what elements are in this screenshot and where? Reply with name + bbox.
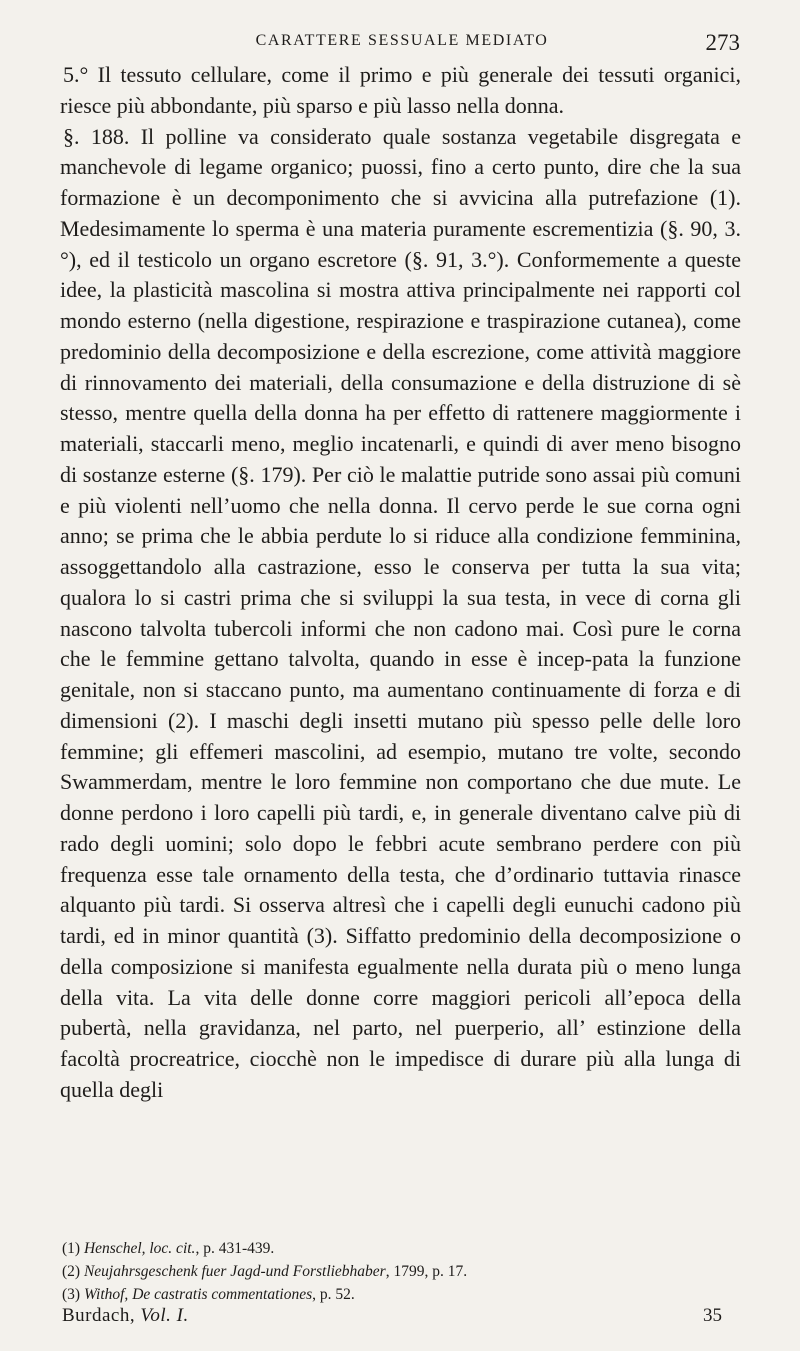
signature-author-volume xyxy=(62,1305,189,1327)
footnote-reference: , p. 52. xyxy=(312,1286,355,1303)
footnote-work: loc. cit. xyxy=(149,1240,196,1257)
paragraph: 5.° Il tessuto cellulare, come il primo e più generale dei tessuti organici, riesce più abbondante, più sparso e più lasso nella donna. xyxy=(60,62,741,118)
footnote-author: Henschel, xyxy=(83,1240,146,1257)
footnote-work: De castratis commentationes xyxy=(132,1286,313,1303)
paragraph: §. 188. Il polline va considerato quale sostanza vegetabile disgregata e manchevole di legame organico; puossi, fino a certo punto, dire che la sua formazione è un decomponimento che si avvicina alla putrefazione (1). Medesimamente lo sperma è una materia puramente escrementizia (§. 90, 3.°), ed il testicolo un organo escretore (§. 91, 3.°). Conformemente a queste idee, la plasticità mascolina si mostra attiva principalmente nei rapporti col mondo esterno (nella digestione, respirazione e traspirazione cutanea), come predominio della decomposizione e della escrezione, come attività maggiore di rinnovamento dei materiali, della consumazione e della distruzione di sè stesso, mentre quella della donna ha per effetto di rattenere maggiormente i materiali, staccarli meno, meglio incatenarli, e quindi di aver meno bisogno di sostanze esterne (§. 179). Per ciò le malattie putride sono assai più comuni e più violenti nell’uomo che nella donna. Il cervo perde le sue corna ogni anno; se prima che le abbia perdute lo si riduce alla condizione femminina, assoggettandolo alla castrazione, esso le conserva per tutta la sua vita; qualora lo si castri prima che si sviluppi la sua testa, in vece di corna gli nascono talvolta tubercoli informi che non cadono mai. Così pure le corna che le femmine gettano talvolta, quando in esse è incep-pata la funzione genitale, non si staccano punto, ma aumentano continuamente di forza e di dimensioni (2). I maschi degli insetti mutano più spesso pelle delle loro femmine; gli effemeri mascolini, ad esempio, mutano tre volte, secondo Swammerdam, mentre le loro femmine non comportano che due mute. Le donne perdono i loro capelli più tardi, e, in generale diventano calve più di rado degli uomini; solo dopo le febbri acute sembrano perdere con più frequenza esse tale ornamento della testa, che d’ordinario tuttavia rinasce alquanto più tardi. Si osserva altresì che i capelli degli eunuchi cadono più tardi, ed in minor quantità (3). Siffatto predominio della decomposizione o della composizione si manifesta egualmente nella durata più o meno lunga della vita. La vita delle donne corre maggiori pericoli all’epoca della pubertà, nella gravidanza, nel parto, nel puerperio, all’ estinzione della facoltà procreatrice, ciocchè non le impedisce di durare più alla lunga di quella degli xyxy=(60,123,741,1102)
signature-author: Burdach, xyxy=(62,1305,136,1326)
body-text xyxy=(60,60,741,1106)
footnote-mark: (3) xyxy=(62,1286,81,1303)
footnote-reference: , 1799, p. 17. xyxy=(385,1263,468,1280)
footnote-author: Withof, xyxy=(83,1286,129,1303)
footnote-mark: (1) xyxy=(62,1240,81,1257)
footnote-reference: , p. 431-439. xyxy=(195,1240,275,1257)
page-number: 273 xyxy=(705,30,740,55)
running-head: CARATTERE SESSUALE MEDIATO xyxy=(255,32,549,49)
signature-sheet-number: 35 xyxy=(703,1305,722,1326)
page-header xyxy=(64,30,740,60)
signature-volume: Vol. I. xyxy=(140,1305,189,1326)
footnote xyxy=(62,1260,722,1283)
footnotes xyxy=(62,1237,722,1306)
footnote-work: Neujahrsgeschenk fuer Jagd-und Forstliebhaber xyxy=(83,1263,386,1280)
footnote-mark: (2) xyxy=(62,1263,81,1280)
footnote xyxy=(62,1237,722,1260)
footnote xyxy=(62,1283,722,1306)
